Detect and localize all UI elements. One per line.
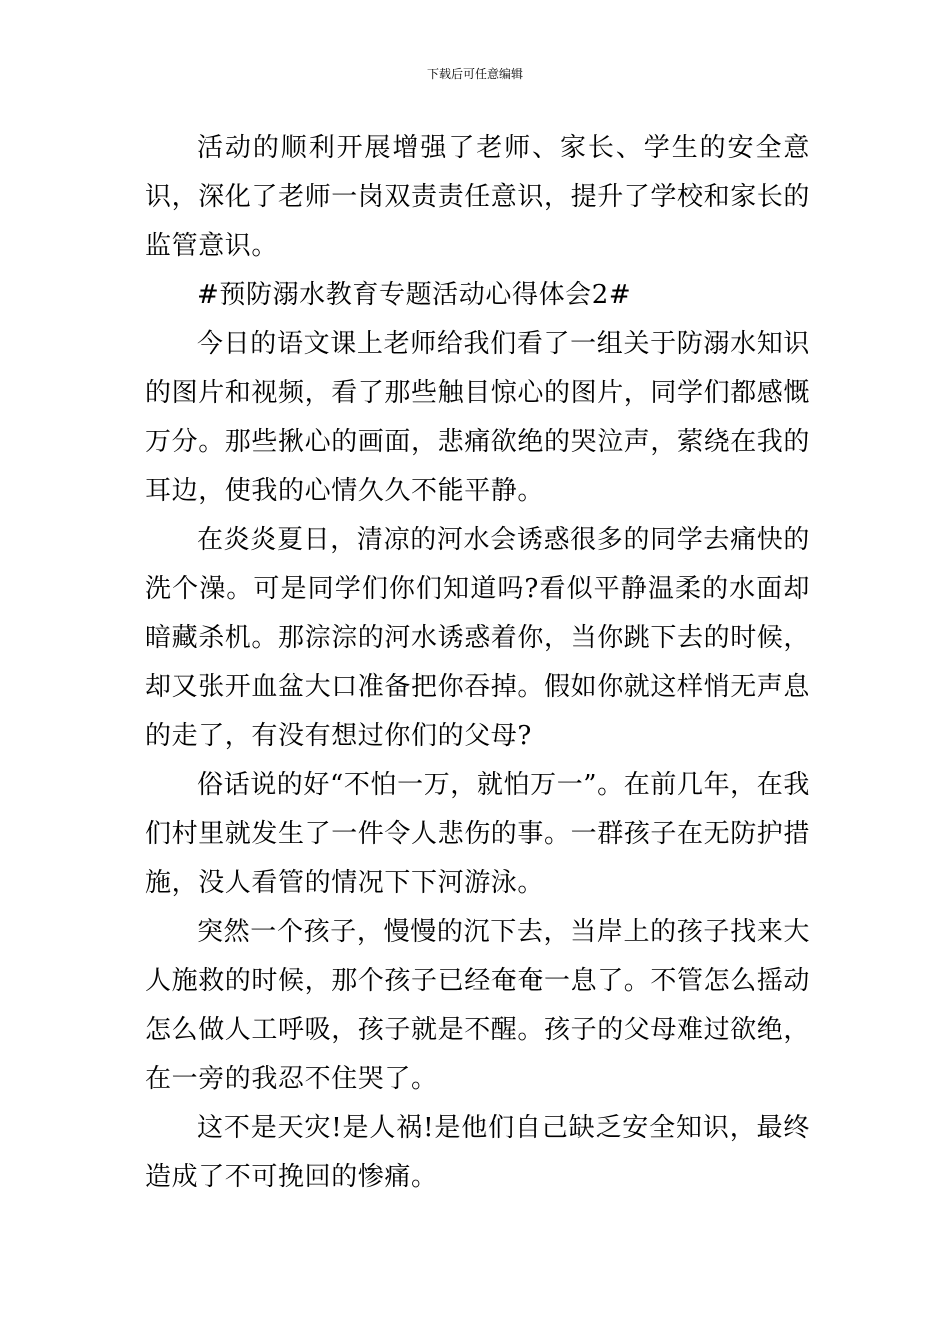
page-header: 下载后可任意编辑: [426, 67, 523, 81]
document-body: [145, 124, 810, 1202]
paragraph-5: 突然一个孩子，慢慢的沉下去，当岸上的孩子找来大人施救的时候，那个孩子已经奄奄一息了。不管怎么摇动怎么做人工呼吸，孩子就是不醒。孩子的父母难过欲绝，在一旁的我忍不住哭了。: [145, 917, 811, 1094]
paragraph-1: 活动的顺利开展增强了老师、家长、学生的安全意识，深化了老师一岗双责责任意识，提升了学校和家长的监管意识。: [145, 133, 811, 261]
paragraph-2: 今日的语文课上老师给我们看了一组关于防溺水知识的图片和视频，看了那些触目惊心的图片，同学们都感慨万分。那些揪心的画面，悲痛欲绝的哭泣声，萦绕在我的耳边，使我的心情久久不能平静。: [145, 329, 811, 506]
section-heading: #预防溺水教育专题活动心得体会2#: [197, 280, 632, 310]
paragraph-4: 俗话说的好“不怕一万，就怕万一”。在前几年，在我们村里就发生了一件令人悲伤的事。一群孩子在无防护措施，没人看管的情况下下河游泳。: [145, 770, 811, 898]
paragraph-6: 这不是天灾!是人祸!是他们自己缺乏安全知识，最终造成了不可挽回的惨痛。: [145, 1113, 810, 1192]
paragraph-3: 在炎炎夏日，清凉的河水会诱惑很多的同学去痛快的洗个澡。可是同学们你们知道吗?看似平静温柔的水面却暗藏杀机。那淙淙的河水诱惑着你，当你跳下去的时候，却又张开血盆大口准备把你吞掉。假如你就这样悄无声息的走了，有没有想过你们的父母?: [145, 525, 811, 751]
